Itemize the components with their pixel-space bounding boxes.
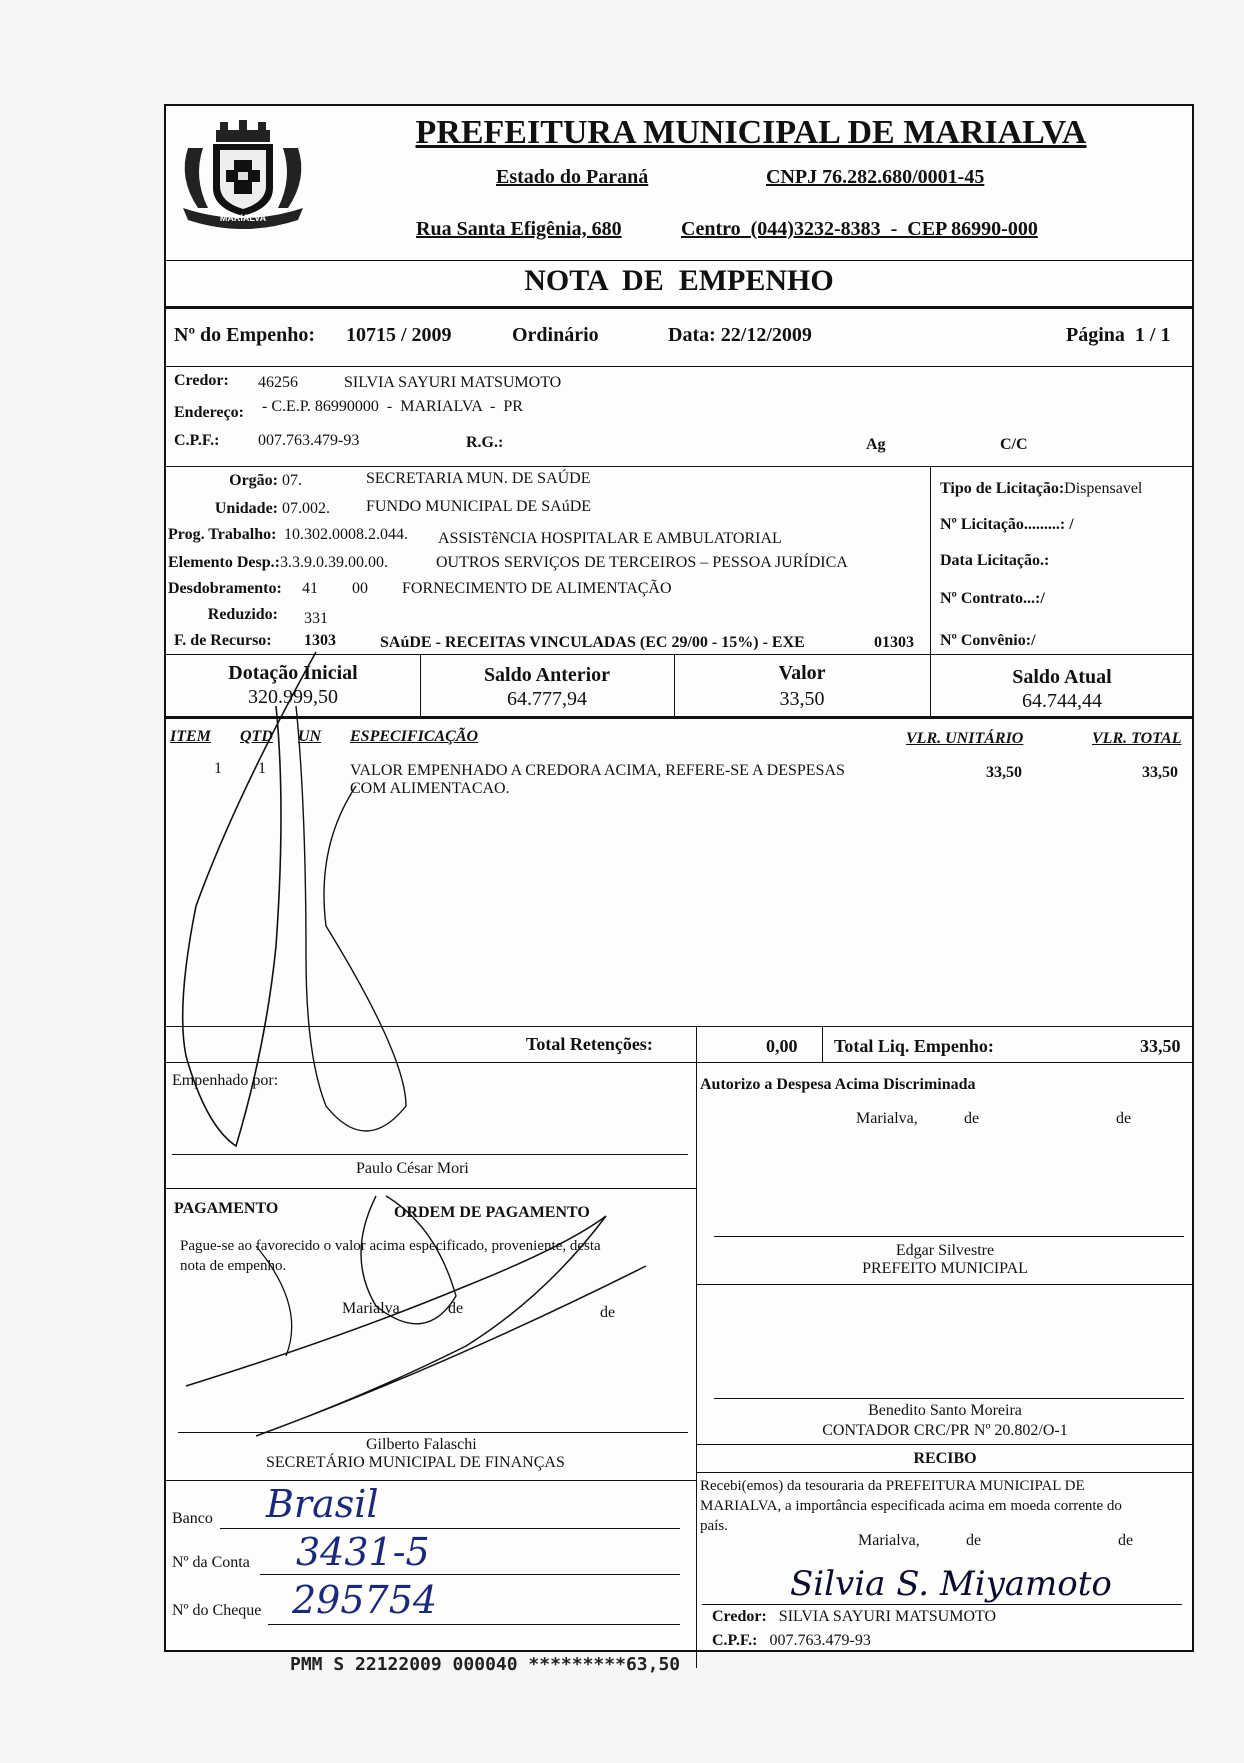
credor-label: Credor:	[174, 372, 229, 389]
contador-role: CONTADOR CRC/PR Nº 20.802/O-1	[822, 1422, 1068, 1439]
pagamento-de1: de	[448, 1300, 464, 1317]
ordem-pagamento-title: ORDEM DE PAGAMENTO	[394, 1204, 590, 1221]
convenio-numero: Nº Convênio:/	[940, 632, 1036, 649]
page-number: Página 1 / 1	[1066, 324, 1171, 346]
valor-label: Valor	[778, 662, 826, 684]
autorizo-text: Autorizo a Despesa Acima Discriminada	[700, 1076, 976, 1093]
svg-text:MARIALVA: MARIALVA	[219, 213, 267, 223]
reduzido-code: 331	[304, 610, 328, 627]
cheque-value: 295754	[292, 1578, 438, 1622]
items-col-esp: ESPECIFICAÇÃO	[350, 728, 479, 745]
desd-label: Desdobramento:	[168, 580, 282, 597]
saldo-anterior-value: 64.777,94	[507, 688, 587, 710]
coat-of-arms-icon	[168, 108, 318, 233]
unidade-name: FUNDO MUNICIPAL DE SAúDE	[366, 498, 592, 515]
address-field-label: Endereço:	[174, 404, 244, 421]
recurso-code2: 01303	[874, 634, 914, 651]
prog-label: Prog. Trabalho:	[168, 526, 277, 543]
banco-label: Banco	[172, 1510, 213, 1527]
document-frame	[164, 104, 1194, 1652]
cc-label: C/C	[1000, 436, 1028, 453]
recibo-cpf: C.P.F.: 007.763.479-93	[712, 1632, 871, 1649]
doc-title: NOTA DE EMPENHO	[524, 264, 834, 297]
recurso-label: F. de Recurso:	[174, 632, 272, 649]
autorizo-place: Marialva,	[856, 1110, 918, 1127]
conta-value: 3431-5	[296, 1530, 430, 1574]
recibo-credor: Credor: SILVIA SAYURI MATSUMOTO	[712, 1608, 997, 1625]
desd-code2: 00	[352, 580, 368, 597]
orgao-label: Orgão:	[229, 472, 278, 489]
pagamento-text-line2: nota de empenho.	[180, 1258, 287, 1274]
reduzido-label: Reduzido:	[207, 606, 278, 623]
empenho-number: 10715 / 2009	[346, 324, 452, 346]
recurso-code: 1303	[304, 632, 336, 649]
desd-code1: 41	[302, 580, 318, 597]
saldo-atual-label: Saldo Atual	[1012, 666, 1112, 688]
recibo-text-line1: Recebi(emos) da tesouraria da PREFEITURA MUNICIPAL DE	[700, 1478, 1085, 1494]
pagamento-de2: de	[600, 1304, 616, 1321]
items-col-item: ITEM	[170, 728, 211, 745]
item-qtd: 1	[258, 760, 266, 777]
prog-code: 10.302.0008.2.044.	[284, 526, 408, 543]
recibo-text-line2: MARIALVA, a importância especificada acima em moeda corrente do	[700, 1498, 1122, 1514]
credor-code: 46256	[258, 374, 298, 391]
items-col-total: VLR. TOTAL	[1092, 730, 1182, 747]
recurso-name: SAúDE - RECEITAS VINCULADAS (EC 29/00 - 15%) - EXE	[380, 634, 805, 651]
orgao-name: SECRETARIA MUN. DE SAÚDE	[366, 470, 591, 487]
contact-label: Centro (044)3232-8383 - CEP 86990-000	[681, 218, 1038, 240]
valor-value: 33,50	[779, 688, 825, 710]
unidade-label: Unidade:	[214, 500, 278, 517]
contrato-numero: Nº Contrato...:/	[940, 590, 1045, 607]
item-number: 1	[214, 760, 222, 777]
prefeito-role: PREFEITO MUNICIPAL	[862, 1260, 1028, 1277]
banco-value: Brasil	[266, 1482, 379, 1526]
empenho-label: Nº do Empenho:	[174, 324, 316, 346]
items-col-qtd: QTD	[240, 728, 273, 745]
items-col-unit: VLR. UNITÁRIO	[906, 730, 1024, 747]
saldo-anterior-label: Saldo Anterior	[483, 664, 611, 686]
dotacao-value: 320.999,50	[248, 686, 338, 708]
pagamento-title: PAGAMENTO	[174, 1200, 279, 1217]
cnpj-label: CNPJ 76.282.680/0001-45	[766, 166, 985, 188]
recibo-text	[700, 1476, 1190, 1536]
liquido-label: Total Liq. Empenho:	[834, 1036, 994, 1056]
empenhado-name: Paulo César Mori	[356, 1160, 469, 1177]
item-total-value: 33,50	[1142, 764, 1178, 781]
empenho-type: Ordinário	[512, 324, 599, 346]
retencoes-label: Total Retenções:	[526, 1034, 653, 1054]
desd-name: FORNECIMENTO DE ALIMENTAÇÃO	[402, 580, 672, 597]
orgao-code: 07.	[282, 472, 302, 489]
secretario-role: SECRETÁRIO MUNICIPAL DE FINANÇAS	[266, 1454, 565, 1471]
recibo-de2: de	[1118, 1532, 1134, 1549]
rg-label: R.G.:	[466, 434, 504, 451]
empenhado-label: Empenhado por:	[172, 1072, 279, 1089]
elem-label: Elemento Desp.:	[168, 554, 280, 571]
item-desc-line2: COM ALIMENTACAO.	[350, 780, 510, 797]
recibo-text-line3: país.	[700, 1518, 728, 1534]
unidade-code: 07.002.	[282, 500, 330, 517]
retencoes-value: 0,00	[766, 1036, 798, 1056]
empenho-date: Data: 22/12/2009	[668, 324, 812, 346]
autorizo-de1: de	[964, 1110, 980, 1127]
item-unit-value: 33,50	[986, 764, 1022, 781]
credor-cpf: 007.763.479-93	[258, 432, 360, 449]
dotacao-label: Dotação Inicial	[228, 662, 358, 684]
prog-name: ASSISTêNCIA HOSPITALAR E AMBULATORIAL	[438, 530, 782, 547]
items-col-un: UN	[298, 728, 322, 745]
cheque-label: Nº do Cheque	[172, 1602, 262, 1619]
recibo-de1: de	[966, 1532, 982, 1549]
recibo-title: RECIBO	[913, 1450, 977, 1467]
licitacao-numero: Nº Licitação.........: /	[940, 516, 1074, 533]
liquido-value: 33,50	[1140, 1036, 1181, 1056]
elem-code: 3.3.9.0.39.00.00.	[280, 554, 388, 571]
credor-signature: Silvia S. Miyamoto	[790, 1564, 1112, 1604]
saldo-atual-value: 64.744,44	[1022, 690, 1102, 712]
credor-name: SILVIA SAYURI MATSUMOTO	[344, 374, 562, 391]
item-desc-line1: VALOR EMPENHADO A CREDORA ACIMA, REFERE-SE A DESPESAS	[350, 762, 845, 779]
autorizo-de2: de	[1116, 1110, 1132, 1127]
prefeito-name: Edgar Silvestre	[895, 1242, 995, 1259]
licitacao-tipo: Tipo de Licitação:Dispensavel	[940, 480, 1143, 497]
licitacao-data: Data Licitação.:	[940, 552, 1050, 569]
conta-label: Nº da Conta	[172, 1554, 250, 1571]
recibo-place: Marialva,	[858, 1532, 920, 1549]
ag-label: Ag	[866, 436, 886, 453]
secretario-name: Gilberto Falaschi	[366, 1436, 477, 1453]
pagamento-text-line1: Pague-se ao favorecido o valor acima especificado, proveniente, desta	[180, 1238, 601, 1254]
municipality-title: PREFEITURA MUNICIPAL DE MARIALVA	[415, 114, 1087, 151]
contador-name: Benedito Santo Moreira	[868, 1402, 1022, 1419]
elem-name: OUTROS SERVIÇOS DE TERCEIROS – PESSOA JURÍDICA	[436, 554, 848, 571]
address-label: Rua Santa Efigênia, 680	[416, 218, 622, 240]
cpf-label: C.P.F.:	[174, 432, 220, 449]
state-label: Estado do Paraná	[496, 166, 649, 188]
credor-address: - C.E.P. 86990000 - MARIALVA - PR	[262, 398, 523, 415]
pagamento-place: Marialva	[342, 1300, 400, 1317]
footer-stamp: PMM S 22122009 000040 *********63,50	[290, 1654, 681, 1675]
